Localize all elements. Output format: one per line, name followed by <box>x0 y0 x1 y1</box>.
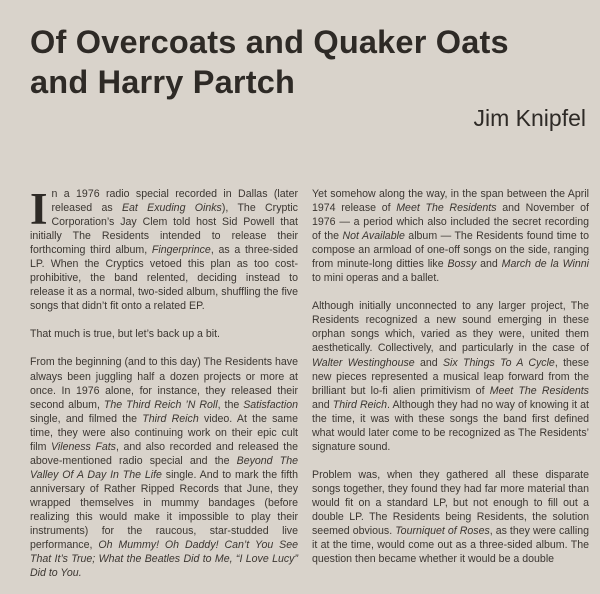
body-text: n a 1976 radio special recorded in Dallas (later released as <box>51 188 298 215</box>
italic-title-text: Third Reich <box>332 398 388 411</box>
paragraph <box>30 355 298 580</box>
body-text: . Although they had no way of knowing it at the time, it was with these songs the band first defined what would later come to be recognized as The Residents’ signature sound. <box>312 398 589 453</box>
body-text: , the <box>217 398 244 411</box>
italic-title-text: March de la Winni <box>501 258 589 271</box>
italic-title-text: Meet The Residents <box>396 202 497 215</box>
body-text: album — The Residents found time to compose an armload of one-off songs on the side, ranging from minute-long ditties like <box>312 230 590 271</box>
body-text: , as a three-sided LP. When the Cryptics vetoed this plan as too cost-prohibitive, the band relented, deciding instead to release it as a normal, two-sided album, shuffling the five songs that didn’t fit onto a related EP. <box>30 244 298 313</box>
body-text: , these new pieces represented a musical leap forward from the brilliant but lo-fi alien primitivism of <box>312 356 589 397</box>
drop-cap: I <box>30 184 48 234</box>
body-text: video. At the same time, they were also continuing work on their epic cult film <box>30 412 298 453</box>
paragraph <box>312 299 589 454</box>
paragraph <box>312 187 589 285</box>
right-column <box>312 187 589 580</box>
italic-title-text: Beyond The Valley Of A Day In The Life <box>30 454 298 481</box>
body-text: Problem was, when they gathered all these disparate songs together, they found they had far more material than would fit on a standard LP, but not enough to fill out a double LP. The Residents being Residents, the solution seemed obvious. <box>312 468 589 538</box>
body-text: ), The Cryptic Corporation’s Jay Clem told host Sid Powell that initially The Residents intended to release their forthcoming third album, <box>30 202 298 257</box>
italic-title-text: Oh Mummy! Oh Daddy! Can’t You See That It’s True; What the Beatles Did to Me, “I Love Lucy” Did to You. <box>30 539 298 580</box>
body-text: From the beginning (and to this day) The Residents have always been juggling half a dozen projects or more at once. In 1976 alone, for instance, they released their second album, <box>30 356 298 411</box>
body-text: Yet somehow along the way, in the span between the April 1974 release of <box>312 188 589 215</box>
paragraph <box>30 327 298 341</box>
body-text: and <box>414 356 443 369</box>
article-title <box>30 22 509 102</box>
italic-title-text: Eat Exuding Oinks <box>121 202 222 215</box>
paragraph <box>312 468 589 566</box>
paragraph <box>30 184 298 313</box>
author-byline: Jim Knipfel <box>473 105 586 131</box>
italic-title-text: Not Available <box>342 230 405 243</box>
title-line-2: and Harry Partch <box>30 64 296 100</box>
body-text: and <box>476 258 502 271</box>
italic-title-text: Walter Westinghouse <box>312 356 415 369</box>
italic-title-text: Tourniquet of Roses <box>395 525 490 538</box>
body-text: and <box>312 398 333 411</box>
italic-title-text: Meet The Residents <box>489 384 589 397</box>
italic-title-text: The Third Reich ’N Roll <box>103 398 218 411</box>
body-text: , as they were calling it at the time, would come out as a three-sided album. The question then became whether it would be a double <box>312 525 589 566</box>
body-text: single. And to mark the fifth anniversary of Rather Ripped Records that June, they wrapped themselves in mummy bandages (before realizing this would make it impossible to play their instruments) for the raucous, star-studded live performance, <box>30 468 298 552</box>
body-text: That much is true, but let’s back up a bit. <box>30 328 220 341</box>
italic-title-text: Vileness Fats <box>51 440 116 453</box>
body-text: and November of 1976 — a period which also included the secret recording of the <box>312 202 589 243</box>
body-text: Although initially unconnected to any larger project, The Residents recognized a new sound emerging in these orphan songs which, varied as they were, united them aesthetically. Collectively, and particularly in the case of <box>312 300 589 355</box>
left-column <box>30 184 299 594</box>
title-line-1: Of Overcoats and Quaker Oats <box>30 24 509 60</box>
body-text: single, and filmed the <box>30 412 143 425</box>
italic-title-text: Satisfaction <box>243 398 298 411</box>
italic-title-text: Bossy <box>447 258 477 271</box>
italic-title-text: Six Things To A Cycle <box>442 356 555 369</box>
italic-title-text: Fingerprince <box>151 244 211 257</box>
body-text: to mini operas and a ballet. <box>312 272 440 285</box>
body-text: , and also recorded and released the above-mentioned radio special and the <box>30 440 299 467</box>
italic-title-text: Third Reich <box>142 412 199 425</box>
